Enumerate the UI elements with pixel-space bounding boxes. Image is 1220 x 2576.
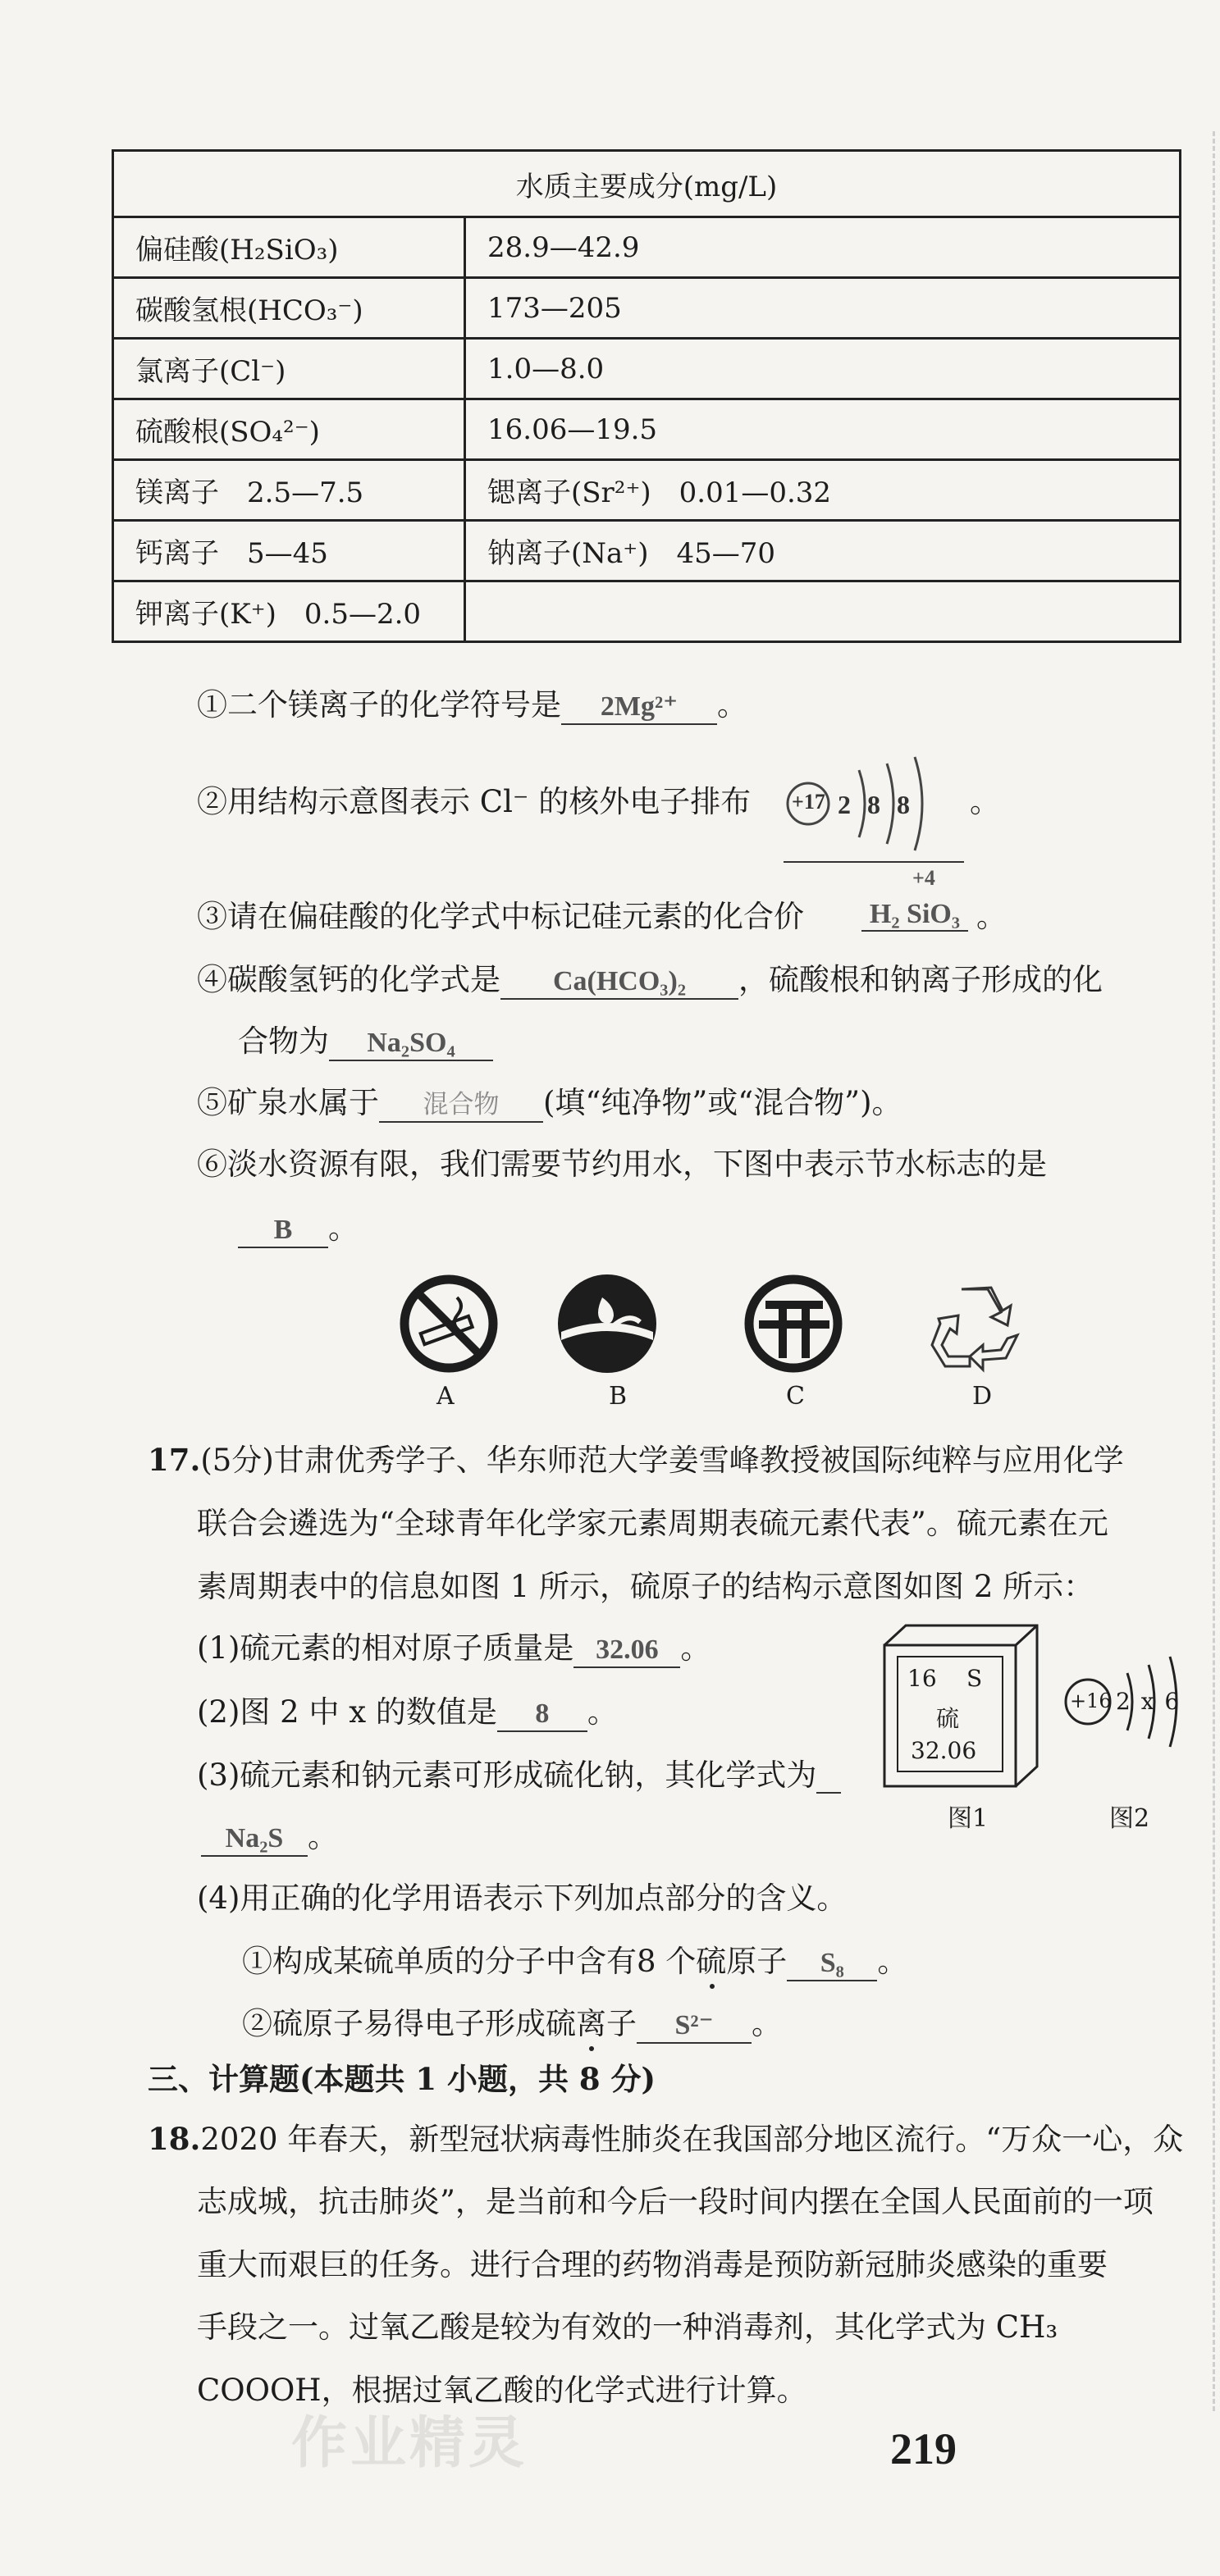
atomic-number: 16 bbox=[907, 1665, 937, 1692]
q17-part-1: (1)硫元素的相对原子质量是 32.06 。 bbox=[197, 1632, 711, 1668]
q16-item-1: ①二个镁离子的化学符号是 2Mg²⁺ 。 bbox=[197, 689, 747, 725]
q16-item-6: ⑥淡水资源有限，我们需要节约用水，下图中表示节水标志的是 bbox=[197, 1147, 1047, 1182]
water-saving-symbol bbox=[555, 1273, 660, 1375]
table-row: 偏硅酸(H₂SiO₃) 28.9—42.9 bbox=[113, 217, 1181, 278]
recycle-symbol bbox=[925, 1278, 1024, 1375]
answer-blank: 8 bbox=[497, 1698, 587, 1732]
symbol-c bbox=[743, 1273, 845, 1375]
dotted-emphasis: 硫离子 bbox=[546, 2006, 637, 2041]
table-row: 碳酸氢根(HCO₃⁻) 173—205 bbox=[113, 278, 1181, 339]
sulfur-periodic-cell bbox=[883, 1624, 1039, 1788]
q18-line-3: 重大而艰巨的任务。进行合理的药物消毒是预防新冠肺炎感染的重要 bbox=[197, 2247, 1108, 2282]
answer-blank: 32.06 bbox=[573, 1634, 680, 1668]
q17-part-4b: ②硫原子易得电子形成硫离子 S²⁻ 。 bbox=[242, 2008, 782, 2044]
q17-part-3: (3)硫元素和钠元素可形成硫化钠，其化学式为 bbox=[197, 1759, 841, 1794]
answer-blank: 混合物 bbox=[379, 1088, 543, 1123]
answer-blank: S₈ bbox=[787, 1947, 877, 1981]
table-title: 水质主要成分(mg/L) bbox=[113, 151, 1181, 217]
valence-mark: +4 bbox=[912, 866, 935, 890]
q18-line-2: 志成城，抗击肺炎”，是当前和今后一段时间内摆在全国人民面前的一项 bbox=[197, 2184, 1154, 2219]
answer-blank: S²⁻ bbox=[637, 2009, 752, 2044]
sulfur-atom-structure bbox=[1063, 1648, 1195, 1755]
q17-part-2: (2)图 2 中 x 的数值是 8 。 bbox=[197, 1696, 618, 1732]
nucleus-charge: +17 bbox=[792, 790, 825, 814]
answer-blank: 2Mg²⁺ bbox=[561, 691, 717, 725]
fig2-caption: 图2 bbox=[1109, 1804, 1150, 1833]
element-symbol: S bbox=[966, 1665, 983, 1692]
table-row: 氯离子(Cl⁻) 1.0—8.0 bbox=[113, 339, 1181, 399]
answer-blank: Na₂SO₄ bbox=[329, 1027, 493, 1061]
q16-item-4-cont: 合物为 Na₂SO₄ bbox=[238, 1025, 493, 1061]
label-c: C bbox=[786, 1382, 805, 1411]
q18-line-5: COOOH，根据过氧乙酸的化学式进行计算。 bbox=[197, 2373, 807, 2408]
page-edge bbox=[1213, 131, 1218, 2411]
answer-blank: B bbox=[238, 1214, 328, 1248]
q17-part-4a: ①构成某硫单质的分子中含有8 个硫原子 S₈ 。 bbox=[242, 1945, 907, 1981]
watermark: 作业精灵 bbox=[291, 2411, 528, 2476]
q16-item-3: ③请在偏硅酸的化学式中标记硅元素的化合价 bbox=[197, 899, 804, 934]
table-row: 镁离子 2.5—7.5 锶离子(Sr²⁺) 0.01—0.32 bbox=[113, 460, 1181, 521]
q17-line-2: 联合会遴选为“全球青年化学家元素周期表硫元素代表”。硫元素在元 bbox=[197, 1506, 1108, 1541]
question-number: 18. bbox=[148, 2121, 201, 2157]
q18-line-1: 18.2020 年春天，新型冠状病毒性肺炎在我国部分地区流行。“万众一心，众 bbox=[148, 2121, 1184, 2157]
q17-part-4: (4)用正确的化学用语表示下列加点部分的含义。 bbox=[197, 1881, 848, 1916]
q16-item-4: ④碳酸氢钙的化学式是 Ca(HCO₃)₂ ，硫酸根和钠离子形成的化 bbox=[197, 964, 1103, 1000]
question-number: 17. bbox=[148, 1442, 201, 1478]
q17-line-3: 素周期表中的信息如图 1 所示，硫原子的结构示意图如图 2 所示： bbox=[197, 1569, 1094, 1604]
element-name: 硫 bbox=[936, 1705, 960, 1732]
section-heading: 三、计算题(本题共 1 小题，共 8 分) bbox=[148, 2061, 656, 2097]
electron-shells: 2 8 8 bbox=[838, 790, 915, 819]
water-composition-table bbox=[112, 149, 1181, 643]
atomic-mass: 32.06 bbox=[911, 1737, 977, 1764]
electron-shells: 2 x 6 bbox=[1116, 1688, 1181, 1715]
label-a: A bbox=[436, 1382, 455, 1411]
table-row: 钙离子 5—45 钠离子(Na⁺) 45—70 bbox=[113, 521, 1181, 581]
no-smoking-symbol bbox=[398, 1273, 500, 1375]
q16-item-2: ②用结构示意图表示 Cl⁻ 的核外电子排布 bbox=[197, 784, 752, 819]
label-d: D bbox=[972, 1382, 993, 1411]
q17-part-3-cont: Na₂S 。 bbox=[201, 1821, 338, 1857]
q17-line-1: 17.(5分)甘肃优秀学子、华东师范大学姜雪峰教授被国际纯粹与应用化学 bbox=[148, 1442, 1124, 1478]
table-row: 硫酸根(SO₄²⁻) 16.06—19.5 bbox=[113, 399, 1181, 460]
answer-blank: Na₂S bbox=[201, 1822, 308, 1857]
label-b: B bbox=[609, 1382, 628, 1411]
dotted-emphasis: 8 个硫原子 bbox=[637, 1944, 788, 1979]
fig1-caption: 图1 bbox=[948, 1804, 989, 1833]
q18-line-4: 手段之一。过氧乙酸是较为有效的一种消毒剂，其化学式为 CH₃ bbox=[197, 2309, 1058, 2345]
nucleus-charge: +16 bbox=[1070, 1689, 1112, 1712]
answer-blank: H₂ SiO₃ bbox=[861, 899, 968, 932]
page-number: 219 bbox=[890, 2424, 957, 2473]
q16-item-6-cont: B 。 bbox=[238, 1212, 359, 1248]
table-row: 钾离子(K⁺) 0.5—2.0 bbox=[113, 581, 1181, 642]
answer-blank: Ca(HCO₃)₂ bbox=[500, 965, 738, 1000]
q16-item-5: ⑤矿泉水属于 混合物 (填“纯净物”或“混合物”)。 bbox=[197, 1087, 902, 1123]
